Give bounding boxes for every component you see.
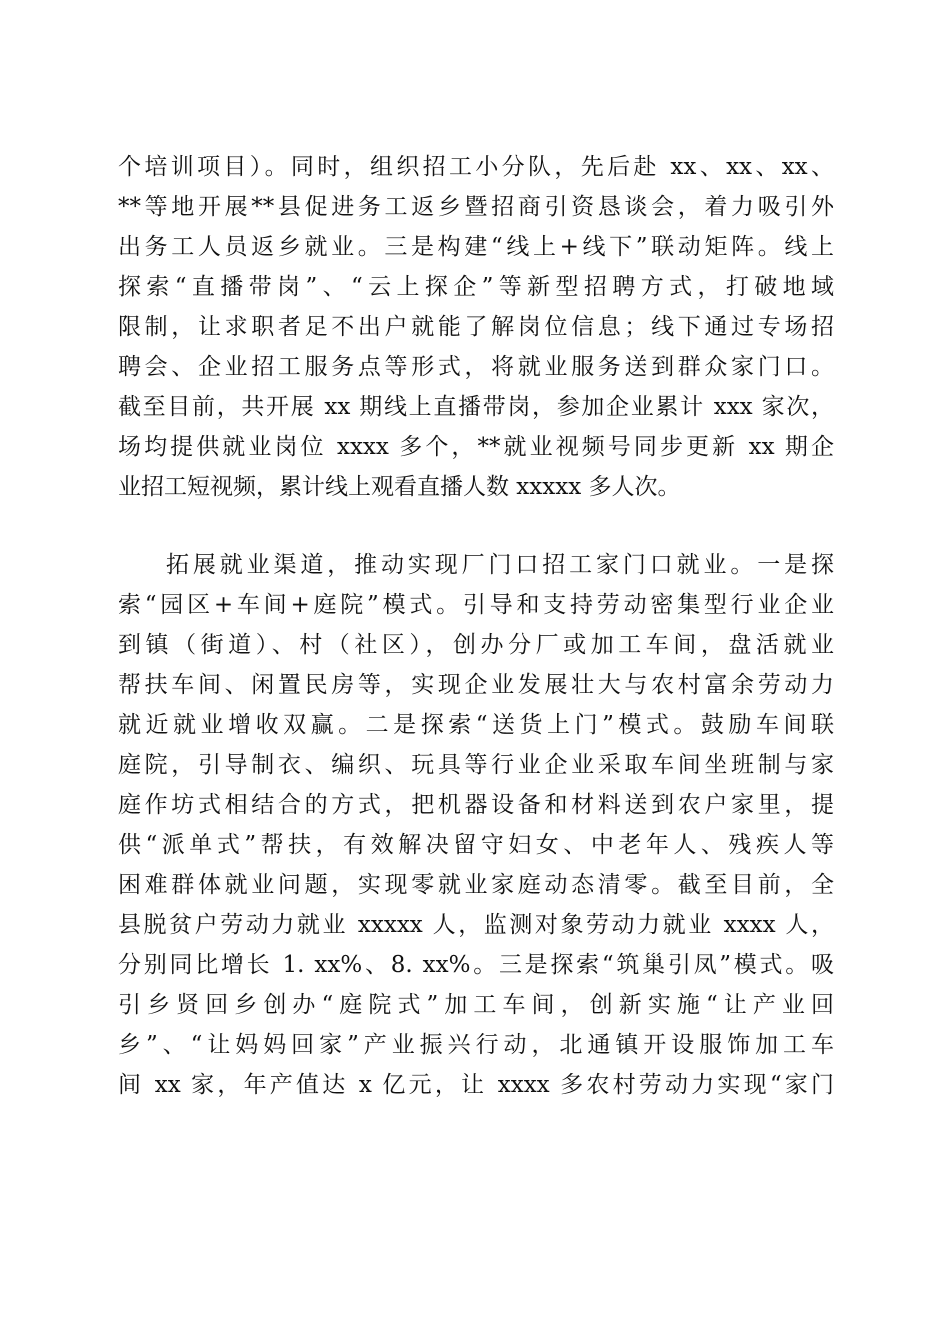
paragraph-line: 索“园区+车间+庭院”模式。引导和支持劳动密集型行业企业 <box>118 592 834 618</box>
paragraph-line: 间 xx 家，年产值达 x 亿元，让 xxxx 多农村劳动力实现“家门 <box>118 1072 834 1098</box>
paragraph-line: 业招工短视频，累计线上观看直播人数 xxxxx 多人次。 <box>118 474 681 500</box>
paragraph-line: 截至目前，共开展 xx 期线上直播带岗，参加企业累计 xxx 家次， <box>118 394 834 420</box>
paragraph-line: 分别同比增长 1. xx%、8. xx%。三是探索“筑巢引凤”模式。吸 <box>118 952 834 978</box>
paragraph-line: 帮扶车间、闲置民房等，实现企业发展壮大与农村富余劳动力 <box>118 672 834 698</box>
paragraph-line: 探索“直播带岗”、“云上探企”等新型招聘方式，打破地域 <box>118 274 834 300</box>
paragraph-line: 个培训项目）。同时，组织招工小分队，先后赴 xx、xx、xx、 <box>118 154 834 180</box>
paragraph-line: 聘会、企业招工服务点等形式，将就业服务送到群众家门口。 <box>118 354 834 380</box>
paragraph-line: 庭作坊式相结合的方式，把机器设备和材料送到农户家里，提 <box>118 792 834 818</box>
paragraph-line: **等地开展**县促进务工返乡暨招商引资恳谈会，着力吸引外 <box>118 194 834 220</box>
paragraph-line: 县脱贫户劳动力就业 xxxxx 人，监测对象劳动力就业 xxxx 人， <box>118 912 834 938</box>
paragraph-line: 引乡贤回乡创办“庭院式”加工车间，创新实施“让产业回 <box>118 992 834 1018</box>
paragraph-line: 供“派单式”帮扶，有效解决留守妇女、中老年人、残疾人等 <box>118 832 834 858</box>
paragraph-line: 场均提供就业岗位 xxxx 多个，**就业视频号同步更新 xx 期企 <box>118 434 834 460</box>
paragraph-line: 到镇（街道）、村（社区），创办分厂或加工车间，盘活就业 <box>118 632 834 658</box>
paragraph-line: 拓展就业渠道，推动实现厂门口招工家门口就业。一是探 <box>166 552 834 578</box>
paragraph-line: 乡”、“让妈妈回家”产业振兴行动，北通镇开设服饰加工车 <box>118 1032 834 1058</box>
paragraph-line: 困难群体就业问题，实现零就业家庭动态清零。截至目前，全 <box>118 872 834 898</box>
paragraph-line: 庭院，引导制衣、编织、玩具等行业企业采取车间坐班制与家 <box>118 752 834 778</box>
paragraph-line: 出务工人员返乡就业。三是构建“线上+线下”联动矩阵。线上 <box>118 234 834 260</box>
paragraph-line: 限制，让求职者足不出户就能了解岗位信息；线下通过专场招 <box>118 314 834 340</box>
paragraph-line: 就近就业增收双赢。二是探索“送货上门”模式。鼓励车间联 <box>118 712 834 738</box>
